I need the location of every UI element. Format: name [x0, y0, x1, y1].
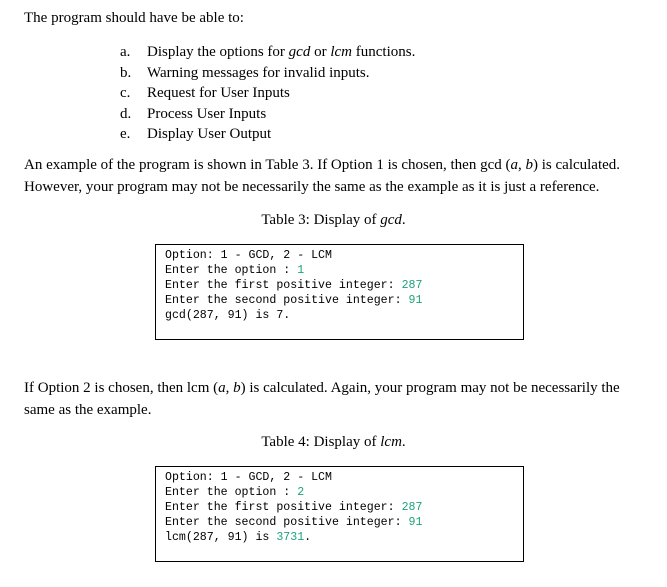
console-line: Enter the first positive integer: 287 — [165, 279, 423, 292]
list-item-text: Warning messages for invalid inputs. — [147, 64, 370, 81]
table4-caption: Table 4: Display of lcm. — [261, 434, 406, 450]
paragraph-table3-intro: An example of the program is shown in Table 3. If Option 1 is chosen, then gcd (a, b) is calculated. However, your program may not be necessarily the same as the example as it is just a reference. — [24, 157, 621, 195]
list-marker: e. — [120, 126, 131, 142]
console-line: Enter the second positive integer: 91 — [165, 294, 423, 307]
list-item-text: Display User Output — [147, 126, 272, 142]
list-item — [120, 104, 415, 125]
console-line: Enter the first positive integer: 287 — [165, 501, 423, 514]
requirements-list — [120, 42, 415, 145]
list-item-text: Process User Inputs — [147, 105, 267, 122]
list-item — [120, 42, 415, 63]
console-line: Enter the option : 1 — [165, 264, 305, 277]
list-item — [120, 83, 415, 104]
table3-caption: Table 3: Display of gcd. — [261, 212, 406, 228]
list-item-text: Display the options for gcd or lcm functions. — [147, 44, 416, 60]
list-marker: c. — [120, 85, 131, 101]
list-item-text: Request for User Inputs — [147, 85, 290, 101]
console-line: gcd(287, 91) is 7. — [165, 309, 291, 322]
list-item — [120, 124, 415, 145]
console-line: Enter the second positive integer: 91 — [165, 516, 423, 529]
list-marker: a. — [120, 44, 131, 60]
paragraph-table4-intro: If Option 2 is chosen, then lcm (a, b) is calculated. Again, your program may not be necessarily the same as the example. — [24, 380, 620, 418]
console-line: Option: 1 - GCD, 2 - LCM — [165, 471, 332, 484]
console-line: Enter the option : 2 — [165, 486, 305, 499]
table4-console — [155, 466, 524, 562]
intro-text: The program should have be able to: — [24, 10, 244, 26]
list-marker: d. — [120, 105, 132, 122]
list-item — [120, 63, 415, 84]
console-line: lcm(287, 91) is 3731. — [165, 531, 312, 544]
table3-console — [155, 244, 524, 340]
console-line: Option: 1 - GCD, 2 - LCM — [165, 249, 332, 262]
list-marker: b. — [120, 64, 132, 81]
